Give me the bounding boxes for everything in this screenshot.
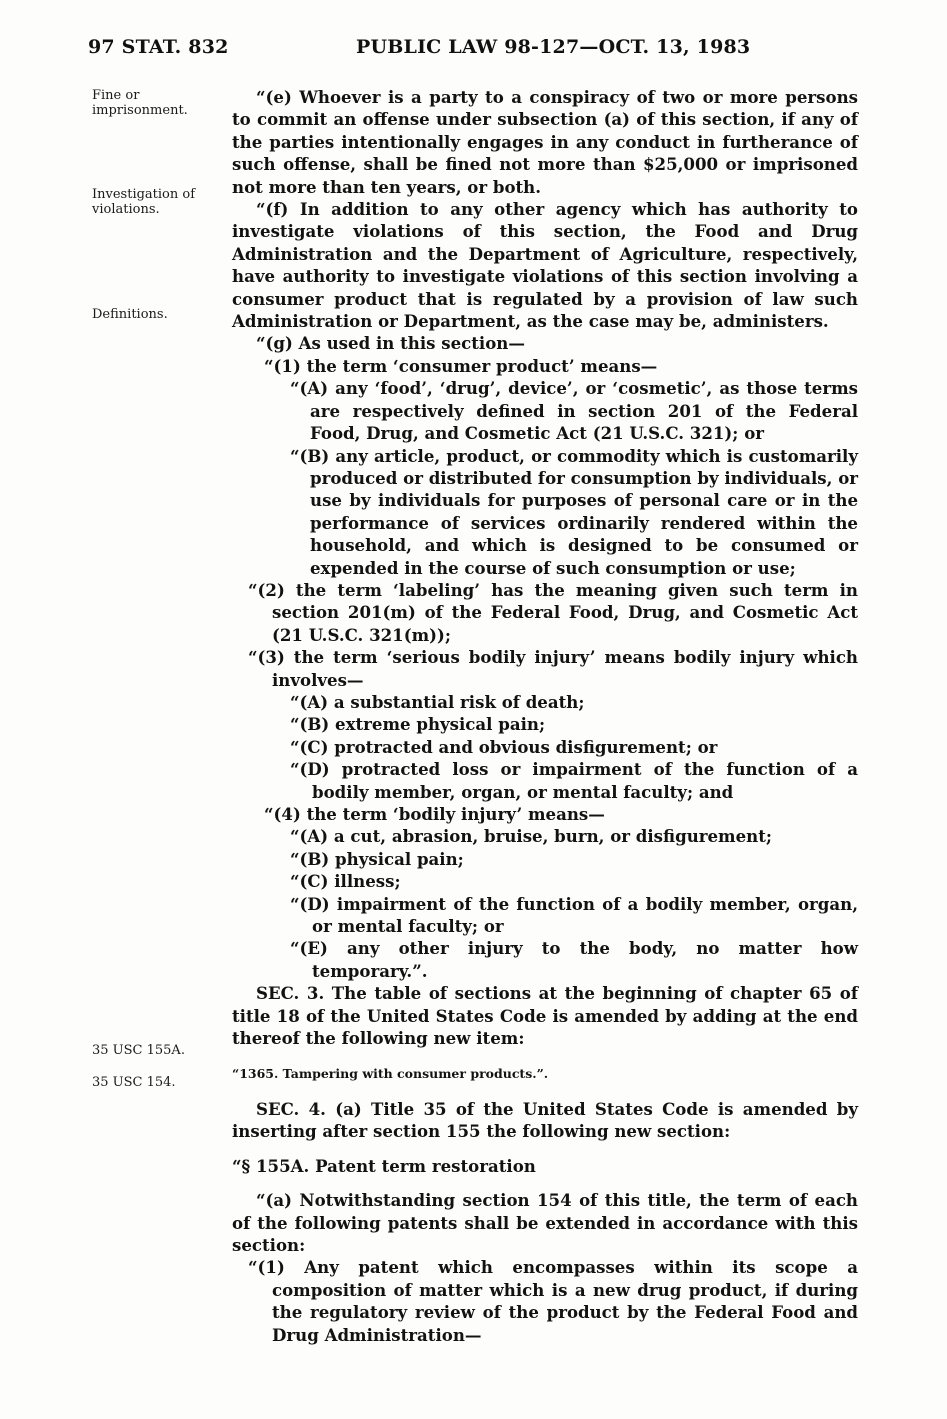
document-body <box>232 86 858 1346</box>
definition-3-d: “(D) protracted loss or impairment of the function of a bodily member, organ, or mental faculty; and <box>290 759 858 802</box>
definition-4-e: “(E) any other injury to the body, no matter how temporary.”. <box>290 938 858 981</box>
definition-3-c: “(C) protracted and obvious disfigurement; or <box>290 736 718 757</box>
subsection-g: “(g) As used in this section— <box>256 333 525 354</box>
definition-3-a: “(A) a substantial risk of death; <box>290 691 585 712</box>
definition-3-b: “(B) extreme physical pain; <box>290 714 546 735</box>
margin-note-fine: Fine or imprisonment. <box>92 88 188 118</box>
definition-1-a: “(A) any ‘food’, ‘drug’, device’, or ‘cosmetic’, as those terms are respectively defined in section 201 of the Federal Food, Drug, and Cosmetic Act (21 U.S.C. 321); or <box>290 378 858 444</box>
margin-note-definitions: Definitions. <box>92 307 168 322</box>
margin-note-investigation: Investigation of violations. <box>92 187 196 217</box>
margin-note-35-usc-154: 35 USC 154. <box>92 1075 176 1090</box>
subsection-f: “(f) In addition to any other agency which has authority to investigate violations of this section, the Food and Drug Administration and the Department of Agriculture, respectively, have authority to investigate violations of this section involving a consumer product that is regulated by a provision of law such Administration or Department, as the case may be, administers. <box>232 199 858 332</box>
new-table-item-1365: “1365. Tampering with consumer products.”. <box>232 1066 549 1082</box>
section-155a-subsection-a: “(a) Notwithstanding section 154 of this title, the term of each of the following patents shall be extended in accordance with this section: <box>232 1190 858 1255</box>
definition-4-b: “(B) physical pain; <box>290 848 464 869</box>
definition-1-b: “(B) any article, product, or commodity which is customarily produced or distributed for consumption by individuals, or use by individuals for purposes of personal care or in the performance of services ordinarily rendered within the household, and which is designed to be consumed or expended in the course of such consumption or use; <box>290 445 859 578</box>
definition-4-a: “(A) a cut, abrasion, bruise, burn, or disfigurement; <box>290 826 773 847</box>
definition-4-d: “(D) impairment of the function of a bodily member, organ, or mental faculty; or <box>290 893 858 937</box>
margin-note-35-usc-155a: 35 USC 155A. <box>92 1043 185 1058</box>
section-4: SEC. 4. (a) Title 35 of the United States Code is amended by inserting after section 155 the following new section: <box>232 1098 858 1142</box>
section-155a-heading: “§ 155A. Patent term restoration <box>232 1155 536 1176</box>
statute-page-number: 97 STAT. 832 <box>88 36 229 58</box>
definition-4: “(4) the term ‘bodily injury’ means— <box>264 804 605 824</box>
page-header <box>88 36 868 66</box>
definition-2: “(2) the term ‘labeling’ has the meaning given such term in section 201(m) of the Federal Food, Drug, and Cosmetic Act (21 U.S.C. 321(m)); <box>248 579 858 645</box>
subsection-e: “(e) Whoever is a party to a conspiracy of two or more persons to commit an offense under subsection (a) of this section, if any of the parties intentionally engages in any conduct in furtherance of such offense, shall be fined not more than $25,000 or imprisoned not more than ten years, or both. <box>232 87 858 197</box>
law-title: PUBLIC LAW 98-127—OCT. 13, 1983 <box>356 36 751 58</box>
definition-1: “(1) the term ‘consumer product’ means— <box>264 355 658 376</box>
section-155a-paragraph-1: “(1) Any patent which encompasses within its scope a composition of matter which is a new drug product, if during the regulatory review of the product by the Federal Food and Drug Administration— <box>248 1257 858 1345</box>
definition-4-c: “(C) illness; <box>290 871 401 892</box>
definition-3: “(3) the term ‘serious bodily injury’ means bodily injury which involves— <box>248 647 858 690</box>
section-3: SEC. 3. The table of sections at the beginning of chapter 65 of title 18 of the United States Code is amended by adding at the end thereof the following new item: <box>232 983 858 1049</box>
